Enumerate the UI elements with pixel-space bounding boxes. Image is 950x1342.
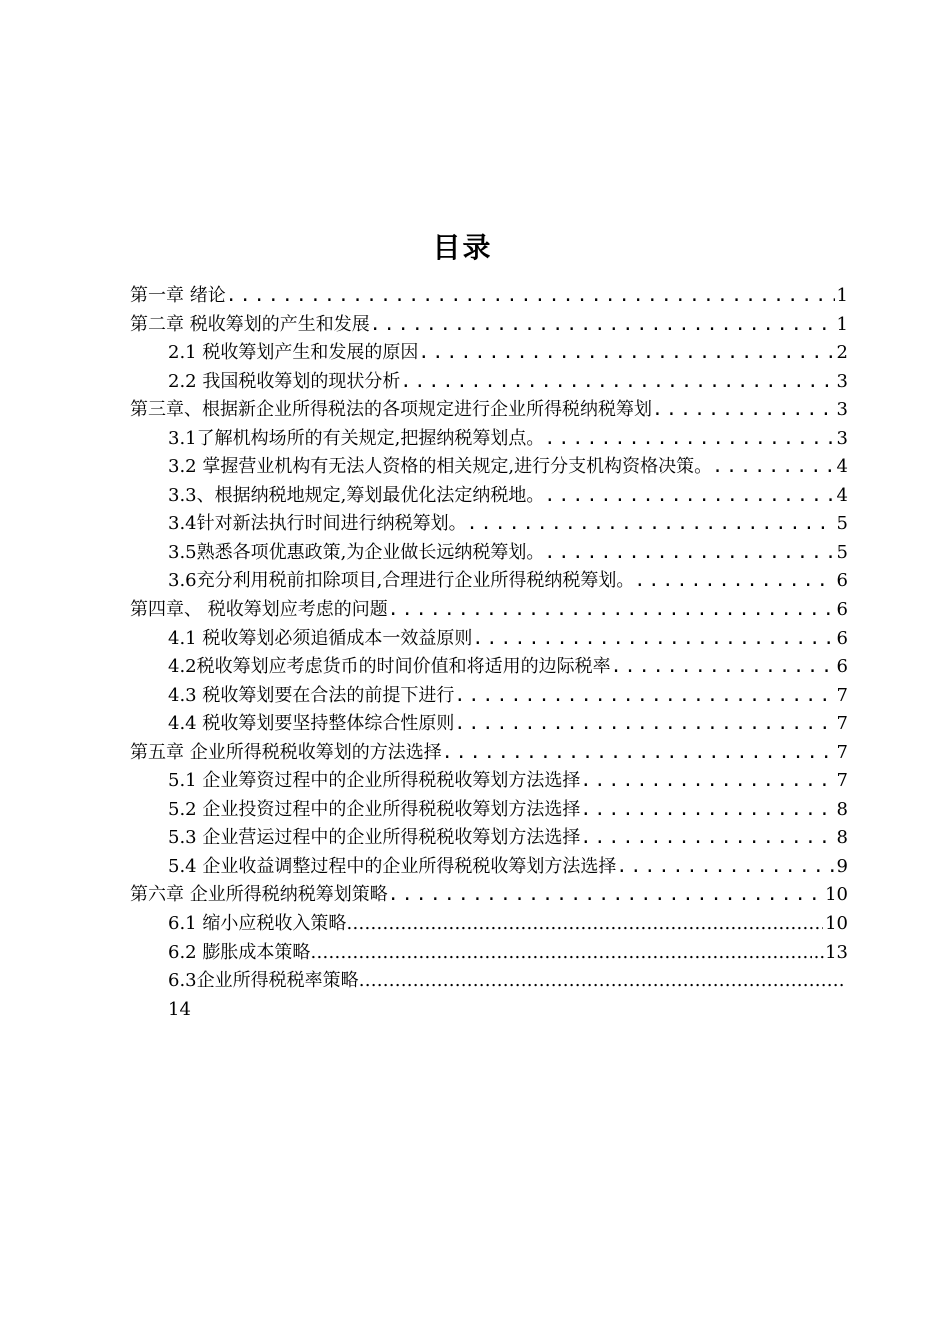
toc-page-number: 4 [836, 456, 848, 478]
toc-page-number: 10 [825, 913, 848, 935]
toc-entry[interactable] [130, 881, 848, 910]
toc-page-number: 6 [836, 656, 848, 678]
toc-dot-leader [472, 625, 834, 654]
toc-entry-text: 3.5熟悉各项优惠政策,为企业做长远纳税筹划。 [168, 541, 545, 563]
toc-entry[interactable] [130, 339, 848, 368]
toc-dot-leader [580, 796, 834, 825]
toc-page-number: 1 [836, 313, 848, 335]
toc-entry-text: 第五章 企业所得税税收筹划的方法选择 [130, 741, 442, 763]
toc-entry-text: 5.3 企业营运过程中的企业所得税税收筹划方法选择 [168, 827, 581, 849]
toc-page-number: 6 [836, 599, 848, 621]
toc-ellipsis-leader [346, 910, 823, 939]
toc-page-number: 7 [836, 741, 848, 763]
toc-entry-text: 3.1了解机构场所的有关规定,把握纳税筹划点。 [168, 427, 545, 449]
toc-page-number: 7 [836, 713, 848, 735]
toc-entry-text: 5.1 企业筹资过程中的企业所得税税收筹划方法选择 [168, 770, 581, 792]
toc-entry[interactable] [130, 710, 848, 739]
toc-page-number: 5 [836, 513, 848, 535]
toc-page-number: 3 [836, 370, 848, 392]
toc-entry-text: 5.4 企业收益调整过程中的企业所得税税收筹划方法选择 [168, 855, 617, 877]
toc-entry[interactable] [130, 653, 848, 682]
toc-page-number: 6 [836, 627, 848, 649]
toc-dot-leader [467, 510, 835, 539]
toc-entry[interactable] [130, 311, 848, 340]
toc-entry-text: 3.4针对新法执行时间进行纳税筹划。 [168, 513, 467, 535]
toc-entry[interactable] [130, 853, 848, 882]
toc-dot-leader [652, 396, 835, 425]
toc-entry-text: 第三章、根据新企业所得税法的各项规定进行企业所得税纳税筹划 [130, 399, 652, 421]
toc-entry[interactable] [130, 453, 848, 482]
toc-entry[interactable] [130, 824, 848, 853]
toc-entry-text: 6.3企业所得税税率策略 [168, 970, 359, 992]
toc-entry-text: 第六章 企业所得税纳税筹划策略 [130, 884, 388, 906]
toc-entry[interactable] [130, 282, 848, 311]
toc-dot-leader [388, 881, 823, 910]
toc-dot-leader [388, 596, 835, 625]
toc-entry[interactable] [130, 796, 848, 825]
toc-dot-leader [370, 311, 835, 340]
toc-dot-leader [616, 853, 834, 882]
toc-entry-text: 4.2税收筹划应考虑货币的时间价值和将适用的边际税率 [168, 656, 611, 678]
toc-page-number: 1 [836, 285, 848, 306]
toc-entry-text: 6.2 膨胀成本策略 [168, 941, 311, 963]
toc-dot-leader [634, 567, 834, 596]
toc-dot-leader [454, 682, 834, 711]
toc-dot-leader [454, 710, 834, 739]
toc-entry-text: 4.3 税收筹划要在合法的前提下进行 [168, 684, 455, 706]
toc-page-number: 3 [836, 399, 848, 421]
toc-entry-text: 第四章、 税收筹划应考虑的问题 [130, 599, 388, 621]
toc-entry[interactable] [130, 567, 848, 596]
toc-entry[interactable] [130, 939, 848, 968]
toc-entry-text: 3.6充分利用税前扣除项目,合理进行企业所得税纳税筹划。 [168, 570, 635, 592]
toc-page-number: 5 [836, 541, 848, 563]
toc-entry-text: 第一章 绪论 [130, 285, 226, 306]
toc-dot-leader [544, 482, 834, 511]
toc-dot-leader [418, 339, 834, 368]
toc-dot-leader [580, 824, 834, 853]
toc-entry[interactable] [130, 539, 848, 568]
toc-entry[interactable] [130, 767, 848, 796]
toc-page-number: 10 [825, 884, 848, 906]
toc-dot-leader [544, 539, 834, 568]
toc-dot-leader [544, 425, 834, 454]
toc-entry-text: 第二章 税收筹划的产生和发展 [130, 313, 370, 335]
toc-dot-leader [442, 739, 835, 768]
toc-entry-text: 3.3、根据纳税地规定,筹划最优化法定纳税地。 [168, 484, 545, 506]
toc-page-number: 8 [836, 827, 848, 849]
toc-list [130, 282, 848, 1024]
toc-page-number: 2 [836, 342, 848, 364]
toc-page-number: 8 [836, 798, 848, 820]
toc-title: 目录 [432, 231, 493, 264]
toc-ellipsis-leader [359, 967, 846, 996]
toc-page-number: 6 [836, 570, 848, 592]
toc-entry-text: 2.1 税收筹划产生和发展的原因 [168, 342, 419, 364]
toc-entry-text: 4.4 税收筹划要坚持整体综合性原则 [168, 713, 455, 735]
toc-entry-text: 5.2 企业投资过程中的企业所得税税收筹划方法选择 [168, 798, 581, 820]
toc-page-number: 7 [836, 770, 848, 792]
toc-page-number: ..13 [813, 941, 848, 963]
toc-entry[interactable] [130, 368, 848, 397]
toc-entry-text: 2.2 我国税收筹划的现状分析 [168, 370, 401, 392]
toc-entry[interactable] [130, 739, 848, 768]
toc-entry[interactable] [130, 967, 848, 996]
toc-page-number: 9 [836, 855, 848, 877]
toc-entry-text: 6.1 缩小应税收入策略 [168, 913, 347, 935]
toc-dot-leader [611, 653, 835, 682]
toc-wrapped-page-number: 14 [168, 998, 191, 1020]
toc-entry[interactable] [130, 596, 848, 625]
toc-entry[interactable] [130, 396, 848, 425]
toc-ellipsis-leader [310, 939, 811, 968]
toc-entry[interactable] [130, 425, 848, 454]
toc-page-number: 3 [836, 427, 848, 449]
toc-page-number: 7 [836, 684, 848, 706]
toc-dot-leader [226, 282, 835, 311]
toc-entry[interactable] [130, 482, 848, 511]
toc-dot-leader [580, 767, 834, 796]
toc-dot-leader [712, 453, 834, 482]
toc-entry[interactable] [130, 510, 848, 539]
toc-dot-leader [400, 368, 834, 397]
toc-entry[interactable] [130, 682, 848, 711]
toc-entry-text: 3.2 掌握营业机构有无法人资格的相关规定,进行分支机构资格决策。 [168, 456, 713, 478]
toc-entry-text: 4.1 税收筹划必须追循成本一效益原则 [168, 627, 473, 649]
toc-entry[interactable] [130, 625, 848, 654]
toc-page-number: 4 [836, 484, 848, 506]
toc-entry[interactable] [130, 910, 848, 939]
